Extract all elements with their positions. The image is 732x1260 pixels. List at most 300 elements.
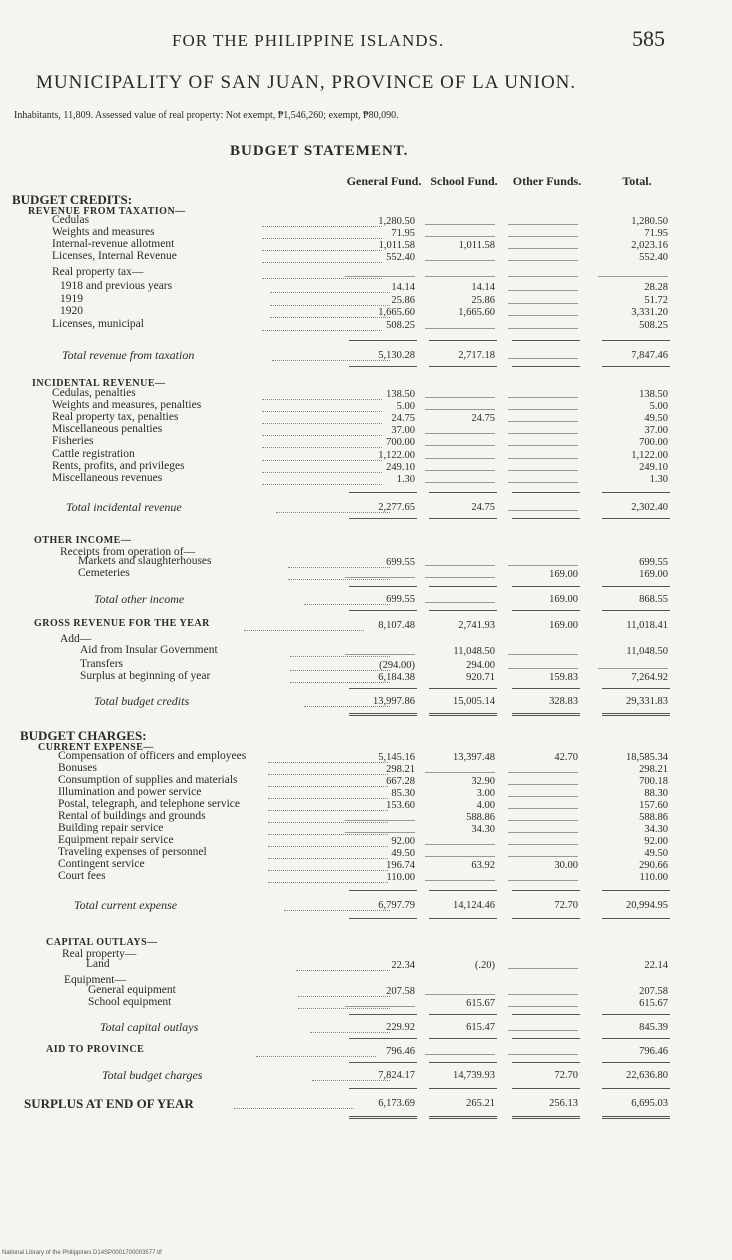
column-rule [349, 918, 417, 919]
table-row-gen: 196.74 [386, 860, 415, 871]
column-rule [602, 1088, 670, 1089]
table-row-gen [345, 998, 415, 1007]
column-rule [429, 518, 497, 519]
leader-dots [296, 970, 390, 971]
table-row-label: Licenses, Internal Revenue [52, 250, 177, 262]
table-row-oth [508, 998, 578, 1007]
leader-dots [262, 472, 382, 473]
table-row-oth [508, 401, 578, 410]
table-row-gen: 14.14 [391, 282, 415, 293]
table-row-gen: 5,145.16 [378, 752, 415, 763]
leader-dots [290, 656, 390, 657]
table-row-sch [425, 462, 495, 471]
leader-dots [288, 567, 390, 568]
inhabitants-line: Inhabitants, 11,809. Assessed value of real property: Not exempt, ₱1,546,260; exempt, ₱80,090. [14, 110, 399, 121]
table-row-oth [508, 836, 578, 845]
table-row-gen: 1,011.58 [378, 240, 415, 251]
table-row-sch: 615.67 [466, 998, 495, 1009]
total-row-sch: 2,717.18 [458, 350, 495, 361]
leader-dots [276, 512, 390, 513]
table-row-tot: 699.55 [639, 557, 668, 568]
table-row-sch: 24.75 [471, 413, 495, 424]
table-row-gen: 552.40 [386, 252, 415, 263]
table-row-label: Markets and slaughterhouses [78, 555, 212, 567]
table-row-gen: 153.60 [386, 800, 415, 811]
table-row-gen: 5.00 [396, 401, 415, 412]
table-row-sch: (.20) [474, 960, 495, 971]
column-rule [602, 1014, 670, 1015]
gross-revenue-row-oth: 169.00 [549, 620, 578, 631]
leader-dots [272, 360, 390, 361]
table-row-label: Weights and measures, penalties [52, 399, 202, 411]
table-row-sch [425, 764, 495, 773]
municipality-title: MUNICIPALITY OF SAN JUAN, PROVINCE OF LA UNION. [36, 72, 577, 93]
leader-dots [298, 996, 390, 997]
column-rule [349, 340, 417, 341]
table-row-gen: 700.00 [386, 437, 415, 448]
table-row-sch: 1,665.60 [458, 307, 495, 318]
total-row-tot: 20,994.95 [626, 900, 668, 911]
leader-dots [268, 834, 388, 835]
table-row-gen: 6,184.38 [378, 672, 415, 683]
column-rule [512, 586, 580, 587]
budget-heading: BUDGET STATEMENT. [230, 143, 409, 159]
leader-dots [262, 460, 382, 461]
table-row-gen: 207.58 [386, 986, 415, 997]
column-rule [602, 366, 670, 367]
leader-dots [268, 762, 388, 763]
gross-revenue-row-gen: 8,107.48 [378, 620, 415, 631]
table-row-sch: 588.86 [466, 812, 495, 823]
column-rule [429, 340, 497, 341]
table-row-label: Equipment repair service [58, 834, 174, 846]
leader-dots [262, 447, 382, 448]
table-row-tot: 3,331.20 [631, 307, 668, 318]
table-row-oth [508, 824, 578, 833]
surplus-row-gen: 6,173.69 [378, 1098, 415, 1109]
table-row-gen: 71.95 [391, 228, 415, 239]
table-row-label: 1919 [60, 293, 83, 305]
table-row-tot: 71.95 [644, 228, 668, 239]
table-row-gen [345, 569, 415, 578]
table-row-label: Consumption of supplies and materials [58, 774, 238, 786]
table-row-tot: 2,023.16 [631, 240, 668, 251]
table-row-tot: 588.86 [639, 812, 668, 823]
table-row-sch [425, 389, 495, 398]
subsection-heading: REVENUE FROM TAXATION— [28, 206, 186, 217]
table-row-oth [508, 960, 578, 969]
column-rule [512, 1038, 580, 1039]
leader-dots [290, 682, 390, 683]
gross-revenue-row-label: GROSS REVENUE FOR THE YEAR [34, 618, 210, 629]
leader-dots [262, 411, 382, 412]
table-row-oth [508, 474, 578, 483]
total-row-sch: 14,124.46 [453, 900, 495, 911]
table-row-oth [508, 252, 578, 261]
table-row-sch: 3.00 [476, 788, 495, 799]
table-row-gen: 92.00 [391, 836, 415, 847]
leader-dots [268, 822, 388, 823]
column-header-tot: Total. [622, 174, 652, 188]
column-rule [429, 1062, 497, 1063]
leader-dots [298, 1008, 390, 1009]
column-rule [602, 586, 670, 587]
column-rule [349, 688, 417, 689]
section-heading: BUDGET CHARGES: [20, 728, 147, 743]
table-row-oth [508, 872, 578, 881]
table-row-gen: 1,665.60 [378, 307, 415, 318]
table-row-tot: 1,122.00 [631, 450, 668, 461]
total-row-oth: 72.70 [554, 1070, 578, 1081]
total-row-sch: 24.75 [471, 502, 495, 513]
table-row-sch: 63.92 [471, 860, 495, 871]
table-row-sch [425, 216, 495, 225]
leader-dots [268, 870, 388, 871]
leader-dots [268, 774, 388, 775]
leader-dots [268, 858, 388, 859]
total-row-tot: 7,847.46 [631, 350, 668, 361]
table-row-sch: 920.71 [466, 672, 495, 683]
total-row-tot: 29,331.83 [626, 696, 668, 707]
table-row-sch [425, 848, 495, 857]
table-row-label: 1920 [60, 305, 83, 317]
table-row-sch: 25.86 [471, 295, 495, 306]
total-row-sch: 14,739.93 [453, 1070, 495, 1081]
table-row-sch: 4.00 [476, 800, 495, 811]
subheading: Receipts from operation of— [60, 546, 196, 558]
column-rule [429, 688, 497, 689]
total-row-sch: 15,005.14 [453, 696, 495, 707]
table-row-oth: 169.00 [549, 569, 578, 580]
leader-dots [234, 1108, 354, 1109]
table-row-label: Miscellaneous revenues [52, 472, 163, 484]
table-row-oth [508, 800, 578, 809]
column-rule [602, 340, 670, 341]
table-row-tot: 18,585.34 [626, 752, 668, 763]
column-rule [349, 610, 417, 611]
table-row-oth [508, 812, 578, 821]
column-rule [512, 610, 580, 611]
column-rule [512, 1062, 580, 1063]
table-row-oth [508, 646, 578, 655]
table-row-label: Rental of buildings and grounds [58, 810, 206, 822]
aid-row-tot: 796.46 [639, 1046, 668, 1057]
table-row-label: General equipment [88, 984, 176, 996]
table-row-oth: 159.83 [549, 672, 578, 683]
table-row-gen [345, 646, 415, 655]
table-row-gen: 699.55 [386, 557, 415, 568]
total-row-tot: 868.55 [639, 594, 668, 605]
table-row-sch [425, 228, 495, 237]
table-row-label: Court fees [58, 870, 106, 882]
total-row-label: Total budget credits [94, 694, 190, 708]
table-row-label: Fisheries [52, 435, 94, 447]
column-rule [349, 366, 417, 367]
column-rule [512, 366, 580, 367]
table-row-tot: 508.25 [639, 320, 668, 331]
double-rule [429, 1116, 497, 1119]
table-row-label: Land [86, 958, 110, 970]
table-row-label: Rents, profits, and privileges [52, 460, 185, 472]
table-row-label: Compensation of officers and employees [58, 750, 247, 762]
table-row-sch [425, 425, 495, 434]
double-rule [602, 713, 670, 716]
surplus-row-label: SURPLUS AT END OF YEAR [24, 1096, 194, 1111]
table-row-tot: 51.72 [644, 295, 668, 306]
column-rule [429, 1014, 497, 1015]
table-row-oth [508, 389, 578, 398]
table-row-sch [425, 569, 495, 578]
table-row-oth: 42.70 [554, 752, 578, 763]
table-row-gen: 24.75 [391, 413, 415, 424]
table-row-sch [425, 986, 495, 995]
table-row-gen: 37.00 [391, 425, 415, 436]
column-rule [349, 890, 417, 891]
leader-dots [262, 330, 382, 331]
column-rule [429, 492, 497, 493]
column-rule [512, 518, 580, 519]
leader-dots [262, 435, 382, 436]
subheading: Equipment— [64, 974, 126, 986]
table-row-sch [425, 437, 495, 446]
column-rule [512, 1088, 580, 1089]
table-row-label: Cedulas, penalties [52, 387, 136, 399]
page-number: 585 [632, 26, 665, 51]
leader-dots [284, 910, 390, 911]
table-row-gen: 249.10 [386, 462, 415, 473]
column-rule [512, 918, 580, 919]
table-row-label: Aid from Insular Government [80, 644, 218, 656]
leader-dots [244, 630, 364, 631]
table-row-oth: 30.00 [554, 860, 578, 871]
leader-dots [256, 1056, 376, 1057]
table-row-label: Building repair service [58, 822, 164, 834]
column-header-oth: Other Funds. [512, 174, 582, 188]
leader-dots [262, 238, 382, 239]
table-row-tot: 290.66 [639, 860, 668, 871]
table-row-label: Real property tax— [52, 266, 144, 278]
footer-credit: National Library of the Philippines D14SP0001700003577.tif [2, 1250, 162, 1256]
aid-row-label: AID TO PROVINCE [46, 1044, 145, 1055]
table-row-gen: 49.50 [391, 848, 415, 859]
total-row-label: Total capital outlays [100, 1020, 199, 1034]
leader-dots [262, 262, 382, 263]
table-row-oth [508, 437, 578, 446]
table-row-sch [425, 836, 495, 845]
surplus-row-tot: 6,695.03 [631, 1098, 668, 1109]
table-row-gen: 1,280.50 [378, 216, 415, 227]
table-row-tot: 700.00 [639, 437, 668, 448]
table-row-tot: 28.28 [644, 282, 668, 293]
total-row-oth [508, 502, 578, 511]
table-row-label: Weights and measures [52, 226, 155, 238]
leader-dots [310, 1032, 390, 1033]
table-row-sch: 34.30 [471, 824, 495, 835]
column-rule [429, 610, 497, 611]
table-row-tot: 88.30 [644, 788, 668, 799]
table-row-gen: 667.28 [386, 776, 415, 787]
double-rule [512, 1116, 580, 1119]
leader-dots [262, 278, 382, 279]
total-row-oth: 72.70 [554, 900, 578, 911]
column-rule [512, 688, 580, 689]
table-row-tot: 700.18 [639, 776, 668, 787]
total-row-gen: 699.55 [386, 594, 415, 605]
table-row-sch [425, 401, 495, 410]
table-row-sch [425, 320, 495, 329]
table-row-label: Traveling expenses of personnel [58, 846, 207, 858]
table-row-tot: 138.50 [639, 389, 668, 400]
table-row-sch [425, 450, 495, 459]
table-row-tot: 615.67 [639, 998, 668, 1009]
column-rule [602, 890, 670, 891]
column-header-sch: School Fund. [430, 174, 498, 188]
table-row-label: Cattle registration [52, 448, 135, 460]
total-row-oth: 328.83 [549, 696, 578, 707]
leader-dots [262, 423, 382, 424]
column-rule [602, 610, 670, 611]
double-rule [429, 713, 497, 716]
double-rule [349, 713, 417, 716]
table-row-tot: 5.00 [649, 401, 668, 412]
subheading: Real property— [62, 948, 137, 960]
total-row-oth [508, 350, 578, 359]
double-rule [512, 713, 580, 716]
add-heading: Add— [60, 633, 92, 645]
leader-dots [270, 317, 390, 318]
column-rule [349, 492, 417, 493]
table-row-gen: 110.00 [386, 872, 415, 883]
total-row-oth: 169.00 [549, 594, 578, 605]
aid-row-oth [508, 1046, 578, 1055]
table-row-tot: 7,264.92 [631, 672, 668, 683]
table-row-label: 1918 and previous years [60, 280, 173, 292]
column-rule [512, 1014, 580, 1015]
table-row-gen: 508.25 [386, 320, 415, 331]
aid-row-gen: 796.46 [386, 1046, 415, 1057]
table-row-label: Real property tax, penalties [52, 411, 179, 423]
table-row-oth [508, 425, 578, 434]
table-row-tot: 249.10 [639, 462, 668, 473]
table-row-oth [508, 462, 578, 471]
table-row-sch [425, 252, 495, 261]
total-row-gen: 5,130.28 [378, 350, 415, 361]
column-rule [349, 586, 417, 587]
total-row-tot: 845.39 [639, 1022, 668, 1033]
running-title: FOR THE PHILIPPINE ISLANDS. [172, 31, 445, 50]
table-row-label: Miscellaneous penalties [52, 423, 163, 435]
table-row-gen [345, 268, 415, 277]
table-row-sch: 13,397.48 [453, 752, 495, 763]
table-row-tot: 552.40 [639, 252, 668, 263]
surplus-row-oth: 256.13 [549, 1098, 578, 1109]
column-header-gen: General Fund. [346, 174, 422, 188]
total-row-gen: 2,277.65 [378, 502, 415, 513]
section-heading: BUDGET CREDITS: [12, 192, 133, 207]
table-row-label: Transfers [80, 658, 124, 670]
table-row-sch: 294.00 [466, 660, 495, 671]
column-rule [429, 1088, 497, 1089]
table-row-oth [508, 788, 578, 797]
table-row-oth [508, 228, 578, 237]
column-rule [512, 890, 580, 891]
table-row-oth [508, 295, 578, 304]
leader-dots [268, 846, 388, 847]
column-rule [602, 1038, 670, 1039]
leader-dots [288, 579, 390, 580]
column-rule [602, 1062, 670, 1063]
table-row-sch [425, 474, 495, 483]
leader-dots [268, 798, 388, 799]
table-row-tot: 110.00 [639, 872, 668, 883]
gross-revenue-row-tot: 11,018.41 [626, 620, 668, 631]
table-row-gen: 25.86 [391, 295, 415, 306]
column-rule [512, 492, 580, 493]
table-row-oth [508, 268, 578, 277]
total-row-oth [508, 1022, 578, 1031]
leader-dots [290, 670, 390, 671]
table-row-label: Postal, telegraph, and telephone service [58, 798, 241, 810]
table-row-tot: 34.30 [644, 824, 668, 835]
total-row-label: Total budget charges [102, 1068, 203, 1082]
leader-dots [270, 292, 390, 293]
table-row-tot: 1,280.50 [631, 216, 668, 227]
table-row-oth [508, 557, 578, 566]
table-row-oth [508, 282, 578, 291]
leader-dots [268, 786, 388, 787]
total-row-gen: 7,824.17 [378, 1070, 415, 1081]
column-rule [429, 1038, 497, 1039]
table-row-sch: 1,011.58 [458, 240, 495, 251]
column-rule [602, 918, 670, 919]
table-row-tot: 92.00 [644, 836, 668, 847]
table-row-label: Cedulas [52, 214, 90, 226]
table-row-tot: 37.00 [644, 425, 668, 436]
leader-dots [268, 810, 388, 811]
total-row-tot: 22,636.80 [626, 1070, 668, 1081]
table-row-tot: 207.58 [639, 986, 668, 997]
table-row-oth [508, 240, 578, 249]
double-rule [349, 1116, 417, 1119]
table-row-gen: 1.30 [396, 474, 415, 485]
total-row-gen: 229.92 [386, 1022, 415, 1033]
table-row-label: Surplus at beginning of year [80, 670, 211, 682]
total-row-label: Total revenue from taxation [62, 348, 195, 362]
table-row-gen: 85.30 [391, 788, 415, 799]
table-row-oth [508, 986, 578, 995]
table-row-oth [508, 320, 578, 329]
table-row-gen: 138.50 [386, 389, 415, 400]
table-row-sch: 14.14 [471, 282, 495, 293]
subsection-heading: CURRENT EXPENSE— [38, 742, 154, 753]
table-row-tot: 298.21 [639, 764, 668, 775]
total-row-label: Total other income [94, 592, 185, 606]
table-row-label: Illumination and power service [58, 786, 202, 798]
column-rule [512, 340, 580, 341]
table-row-label: Cemeteries [78, 567, 130, 579]
leader-dots [304, 604, 390, 605]
table-row-oth [508, 216, 578, 225]
table-row-label: Bonuses [58, 762, 97, 774]
subsection-heading: OTHER INCOME— [34, 535, 132, 546]
table-row-sch: 32.90 [471, 776, 495, 787]
table-row-tot: 11,048.50 [626, 646, 668, 657]
leader-dots [268, 882, 388, 883]
table-row-sch: 11,048.50 [453, 646, 495, 657]
table-row-label: Licenses, municipal [52, 318, 144, 330]
column-rule [349, 518, 417, 519]
column-rule [349, 1062, 417, 1063]
